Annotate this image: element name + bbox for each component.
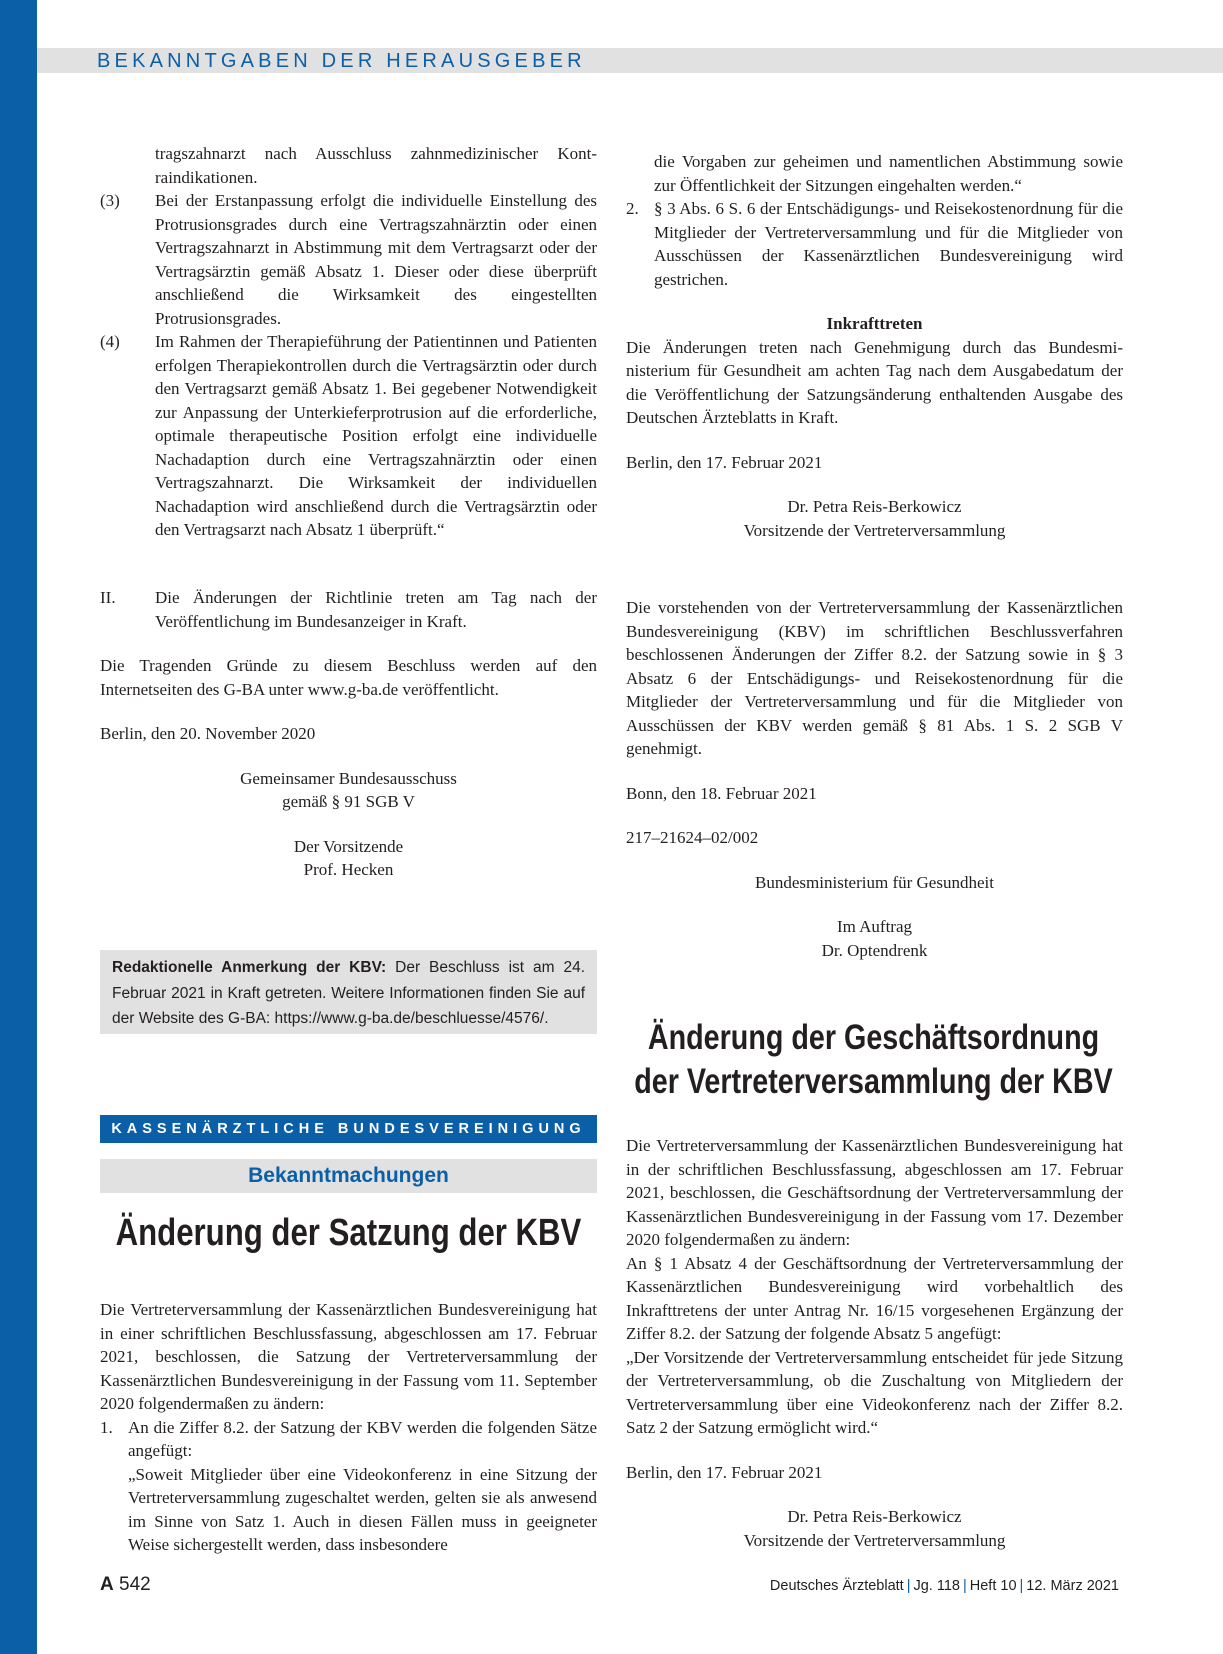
approval-paragraph: Die vorstehenden von der Vertreterversammlung der Kassenärztlichen Bundesvereinigung (KBV) im schriftlichen Beschlussverfahren beschlossenen Änderungen der Ziffer 8.2. der Satzung sowie in § 3 Absatz 6 der Entschädigungs- und Reisekostenordnung für die Mitglieder der Vertreterversammlung und für die Mitglieder von Ausschüssen der KBV werden gemäß § 81 Abs. 1 S. 2 SGB V genehmigt. <box>626 598 1123 758</box>
article-title-2-line1: Änderung der Geschäftsordnung <box>647 1018 1100 1057</box>
list-item <box>100 330 597 542</box>
item-number: 2. <box>626 199 639 218</box>
journal-info <box>770 1578 1119 1594</box>
continued-paragraph: tragszahnarzt nach Ausschluss zahnmedizinischer Kontraindikationen. <box>155 144 597 187</box>
journal-issue: Heft 10 <box>969 1578 1017 1594</box>
left-column-top <box>100 142 597 542</box>
signatory-name: Dr. Optendrenk <box>821 940 928 960</box>
go-paragraph: Die Vertreterversammlung der Kassenärztlichen Bundesvereinigung hat in der schriftlichen Beschlussfassung, abgeschlossen am 17. Februar 2021, beschlossen, die Geschäftsordnung der Vertreterversammlung der Kassenärztlichen Bundesvereinigung in der Fassung vom 17. Dezember 2020 folgendermaßen zu ändern: <box>626 1136 1123 1249</box>
item-number: 1. <box>100 1417 113 1437</box>
item-number: (4) <box>100 332 120 351</box>
article-title: Änderung der Satzung der KBV <box>115 1212 582 1254</box>
list-item <box>100 586 597 633</box>
inkrafttreten-text: Die Änderungen treten nach Genehmigung durch das Bundesministerium für Gesundheit am achten Tag nach dem Ausgabedatum der die Veröffentlichung der Satzungsänderung enthaltenden Ausgabe des Deutschen Ärzteblatts in Kraft. <box>626 337 1123 427</box>
page-prefix: A <box>100 1574 114 1595</box>
continued-quote: die Vorgaben zur geheimen und namentlichen Abstimmung sowie zur Öffentlichkeit der Sitzungen eingehalten werden.“ <box>654 152 1123 195</box>
signatory-name: Prof. Hecken <box>303 860 394 879</box>
ministry-name: Bundesministerium für Gesundheit <box>755 872 994 892</box>
intro-paragraph: Die Vertreterversammlung der Kassenärztlichen Bundesvereinigung hat in einer schriftlichen Beschlussfassung, abgeschlossen am 17. Februar 2021, beschlossen, die Satzung der Vertreterversammlung der Kassenärztlichen Bundesvereinigung in der Fassung vom 11. September 2020 folgendermaßen zu ändern: <box>100 1300 597 1413</box>
page-num: 542 <box>119 1574 151 1595</box>
note-text: Der Beschluss ist am 24. Februar 2021 in Kraft getreten. Weitere Informationen finden Sie auf der Website des G-BA: https://www.g-ba.de/beschluesse/4576/. <box>112 959 586 1027</box>
separator: | <box>906 1578 911 1594</box>
item-text: § 3 Abs. 6 S. 6 der Entschädigungs- und Reisekostenordnung für die Mitglieder der Vertreterversammlung und für die Mitglieder von Ausschüssen der Kassenärztlichen Bundesvereinigung wird gestrichen. <box>654 199 1123 289</box>
item-text: Bei der Erstanpassung erfolgt die individuelle Einstellung des Protrusionsgrades durch eine Vertragszahnärztin oder einen Vertragszahnarzt in Abstimmung mit dem Vertragsarzt oder der Vertragsärztin gemäß Absatz 1. Dieser oder diese überprüft anschließend die Wirksamkeit des eingestellten Protrusionsgrades. <box>155 191 597 328</box>
reference-number: 217–21624–02/002 <box>626 828 759 847</box>
journal-volume: Jg. 118 <box>913 1578 960 1594</box>
auftrag-label: Im Auftrag <box>836 917 913 936</box>
list-item <box>100 189 597 330</box>
signatory-name: Dr. Petra Reis-Berkowicz <box>787 1507 962 1526</box>
item-text: Die Änderungen der Richtlinie treten am Tag nach der Veröffentlichung im Bundesanzeiger in Kraft. <box>155 588 597 631</box>
date-line: Bonn, den 18. Februar 2021 <box>626 783 817 803</box>
journal-name: Deutsches Ärzteblatt <box>769 1578 904 1594</box>
item-number: II. <box>100 588 116 607</box>
date-line: Berlin, den 17. Februar 2021 <box>626 452 823 472</box>
inkrafttreten-heading: Inkrafttreten <box>826 314 923 333</box>
editorial-note <box>100 950 597 1034</box>
item-text: Im Rahmen der Therapieführung der Patientinnen und Patienten erfolgen Therapiekontrollen durch die Vertragsärztin oder durch den Vertragsarzt gemäß Absatz 1. Bei gegebener Notwendigkeit zur Anpassung der Unterkieferprotrusion auf die erforderliche, optimale therapeutische Position erfolgt eine individuelle Nachadaption durch eine Vertragszahnärztin oder einen Vertragszahnarzt. Die Wirksamkeit der individuellen Nachadaption wird anschließend durch die Vertragsärztin oder den Vertragsarzt nach Absatz 1 überprüft.“ <box>155 332 597 539</box>
note-label: Redaktionelle Anmerkung der KBV: <box>112 959 387 976</box>
signatory-role: Vorsitzende der Vertreterversammlung <box>743 520 1006 540</box>
left-column-bottom <box>100 1298 597 1557</box>
date-line: Berlin, den 17. Februar 2021 <box>626 1462 823 1482</box>
bekanntmachungen-bar: Bekanntmachungen <box>100 1159 597 1193</box>
separator: | <box>1019 1578 1024 1594</box>
item-lead: An die Ziffer 8.2. der Satzung der KBV werden die folgenden Sätze angefügt: <box>128 1417 597 1460</box>
item-quote: „Soweit Mitglieder über eine Videokonferenz in eine Sitzung der Vertreterversammlung zugeschaltet werden, gelten sie als anwesend im Sinne von Satz 1. Auch in diesen Fällen muss in geeigneter Weise sichergestellt werden, dass insbesondere <box>128 1464 597 1554</box>
item-text <box>128 1416 597 1557</box>
article-title-2 <box>621 1016 1127 1104</box>
section-header-title: BEKANNTGABEN DER HERAUSGEBER <box>97 50 586 72</box>
right-column-middle <box>626 596 1123 962</box>
signatory-role: Vorsitzende der Vertreterversammlung <box>743 1530 1006 1550</box>
separator: | <box>962 1578 967 1594</box>
org-name: Gemeinsamer Bundesausschuss <box>240 768 457 788</box>
item-number: (3) <box>100 191 120 210</box>
left-column-middle <box>100 586 597 882</box>
list-item <box>100 1416 597 1557</box>
date-line: Berlin, den 20. November 2020 <box>100 724 316 743</box>
journal-date: 12. März 2021 <box>1026 1578 1119 1594</box>
signatory-name: Dr. Petra Reis-Berkowicz <box>787 497 962 516</box>
org-law: gemäß § 91 SGB V <box>282 792 415 811</box>
kbv-section-bar: KASSENÄRZTLICHE BUNDESVEREINIGUNG <box>100 1115 597 1143</box>
sidebar-stripe <box>0 0 37 1654</box>
right-column-bottom <box>626 1134 1123 1552</box>
gruende-paragraph: Die Tragenden Gründe zu diesem Beschluss werden auf den Internetseiten des G-BA unter www.g-ba.de veröffentlicht. <box>100 656 597 699</box>
right-column-top <box>626 150 1123 542</box>
go-paragraph-2: An § 1 Absatz 4 der Geschäftsordnung der Vertreterversammlung der Kassenärztlichen Bundesvereinigung wird vorbehaltlich des Inkrafttretens der unter Antrag Nr. 16/15 vorgesehenen Ergänzung der Ziffer 8.2. der Satzung der folgende Absatz 5 angefügt: <box>626 1253 1123 1343</box>
go-quote: „Der Vorsitzende der Vertreterversammlung entscheidet für jede Sitzung der Vertreterversammlung, ob die Zuschaltung von Mitgliedern der Vertreterversammlung über eine Videokonferenz nach der Ziffer 8.2. Satz 2 der Satzung ermöglicht wird.“ <box>626 1347 1123 1437</box>
section-header-bar <box>37 48 1223 73</box>
list-item <box>626 197 1123 291</box>
page-number <box>100 1574 151 1596</box>
signatory-role: Der Vorsitzende <box>293 836 404 856</box>
article-title-2-line2: der Vertreterversammlung der KBV <box>634 1062 1113 1101</box>
